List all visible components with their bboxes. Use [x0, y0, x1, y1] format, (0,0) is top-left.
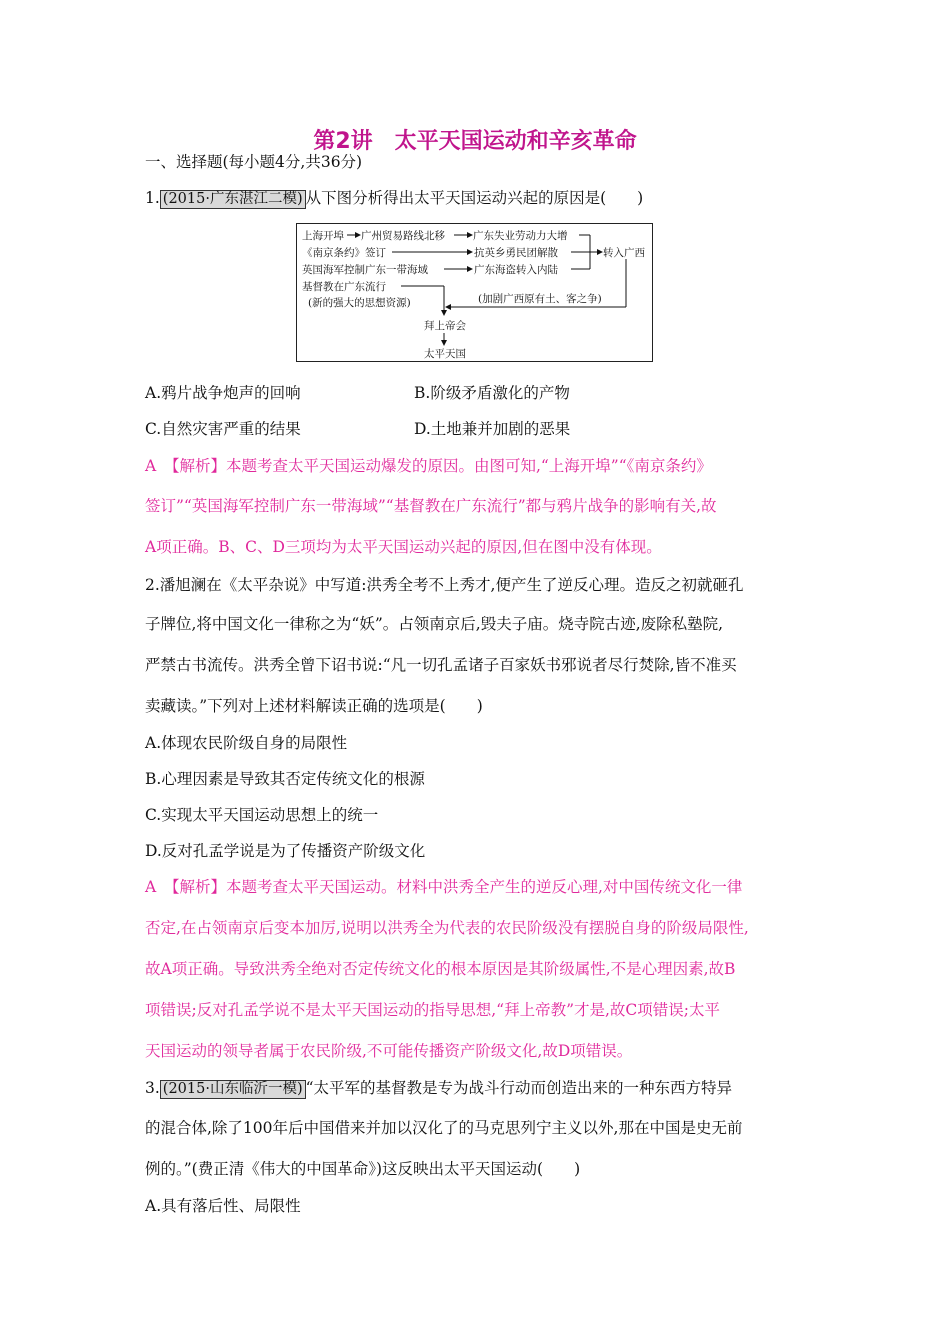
q3-stem-line	[145, 1078, 732, 1099]
page-title: 第2讲 太平天国运动和辛亥革命	[313, 129, 637, 154]
q2-analysis-line: 否定,在占领南京后变本加厉,说明以洪秀全为代表的农民阶级没有摆脱自身的阶级局限性,	[145, 919, 749, 937]
q2-stem-line: 2.潘旭澜在《太平杂说》中写道:洪秀全考不上秀才,便产生了逆反心理。造反之初就砸孔	[145, 576, 744, 594]
question-number: 1.	[145, 189, 160, 207]
q2-analysis-line: A 【解析】本题考查太平天国运动。材料中洪秀全产生的逆反心理,对中国传统文化一律	[145, 878, 743, 896]
q3-stem-line: 例的。”(费正清《伟大的中国革命》)这反映出太平天国运动( )	[145, 1160, 581, 1178]
q2-option-a[interactable]: A.体现农民阶级自身的局限性	[145, 734, 348, 752]
q2-stem-line: 卖藏读。”下列对上述材料解读正确的选项是( )	[145, 697, 483, 715]
q1-analysis-line: A项正确。B、C、D三项均为太平天国运动兴起的原因,但在图中没有体现。	[145, 538, 662, 556]
node-guangzhou-route: 广州贸易路线北移	[361, 230, 445, 242]
node-nanjing-treaty: 《南京条约》签订	[302, 247, 386, 259]
q2-analysis-line: 项错误;反对孔孟学说不是太平天国运动的指导思想,“拜上帝教”才是,故C项错误;太平	[145, 1001, 721, 1019]
source-tag: (2015·广东湛江二模)	[160, 190, 306, 209]
q1-analysis-line: A 【解析】本题考查太平天国运动爆发的原因。由图可知,“上海开埠”“《南京条约》	[145, 457, 712, 475]
q2-stem-line: 严禁古书流传。洪秀全曾下诏书说:“凡一切孔孟诸子百家妖书邪说者尽行焚除,皆不准买	[145, 656, 737, 674]
cause-diagram	[296, 223, 653, 362]
q1-option-a[interactable]: A.鸦片战争炮声的回响	[145, 384, 301, 402]
q2-stem-line: 子牌位,将中国文化一律称之为“妖”。占领南京后,毁夫子庙。烧寺院古迹,废除私塾院,	[145, 615, 724, 633]
q2-analysis-line: 天国运动的领导者属于农民阶级,不可能传播资产阶级文化,故D项错误。	[145, 1042, 633, 1060]
node-shanghai: 上海开埠	[302, 230, 344, 242]
q3-option-a[interactable]: A.具有落后性、局限性	[145, 1197, 301, 1215]
question-text: “太平军的基督教是专为战斗行动而创造出来的一种东西方特异	[305, 1079, 733, 1097]
q1-option-b[interactable]: B.阶级矛盾激化的产物	[414, 384, 570, 402]
q1-option-c[interactable]: C.自然灾害严重的结果	[145, 420, 301, 438]
node-christianity: 基督教在广东流行	[302, 281, 386, 293]
node-militia: 抗英乡勇民团解散	[474, 247, 558, 259]
q2-option-b[interactable]: B.心理因素是导致其否定传统文化的根源	[145, 770, 425, 788]
question-text: 从下图分析得出太平天国运动兴起的原因是( )	[305, 189, 644, 207]
node-taiping: 太平天国	[424, 348, 466, 360]
node-pirates: 广东海盗转入内陆	[474, 264, 558, 276]
q2-analysis-line: 故A项正确。导致洪秀全绝对否定传统文化的根本原因是其阶级属性,不是心理因素,故B	[145, 960, 736, 978]
q1-analysis-line: 签订”“英国海军控制广东一带海域”“基督教在广东流行”都与鸦片战争的影响有关,故	[145, 497, 717, 515]
node-conflict-note: (加剧广西原有土、客之争)	[478, 293, 602, 305]
node-unemployment: 广东失业劳动力大增	[473, 230, 568, 242]
q3-stem-line: 的混合体,除了100年后中国借来并加以汉化了的马克思列宁主义以外,那在中国是史无前	[145, 1119, 743, 1137]
section-heading: 一、选择题(每小题4分,共36分)	[145, 153, 363, 171]
q1-option-d[interactable]: D.土地兼并加剧的恶果	[414, 420, 571, 438]
q2-option-c[interactable]: C.实现太平天国运动思想上的统一	[145, 806, 379, 824]
q2-option-d[interactable]: D.反对孔孟学说是为了传播资产阶级文化	[145, 842, 426, 860]
node-ideology: (新的强大的思想资源)	[308, 297, 411, 309]
question-number: 3.	[145, 1079, 160, 1097]
node-guangxi: 转入广西	[603, 247, 645, 259]
source-tag: (2015·山东临沂一模)	[160, 1080, 306, 1099]
node-god-worship: 拜上帝会	[424, 320, 466, 332]
node-british-navy: 英国海军控制广东一带海域	[302, 264, 428, 276]
question-1-stem	[145, 188, 643, 209]
